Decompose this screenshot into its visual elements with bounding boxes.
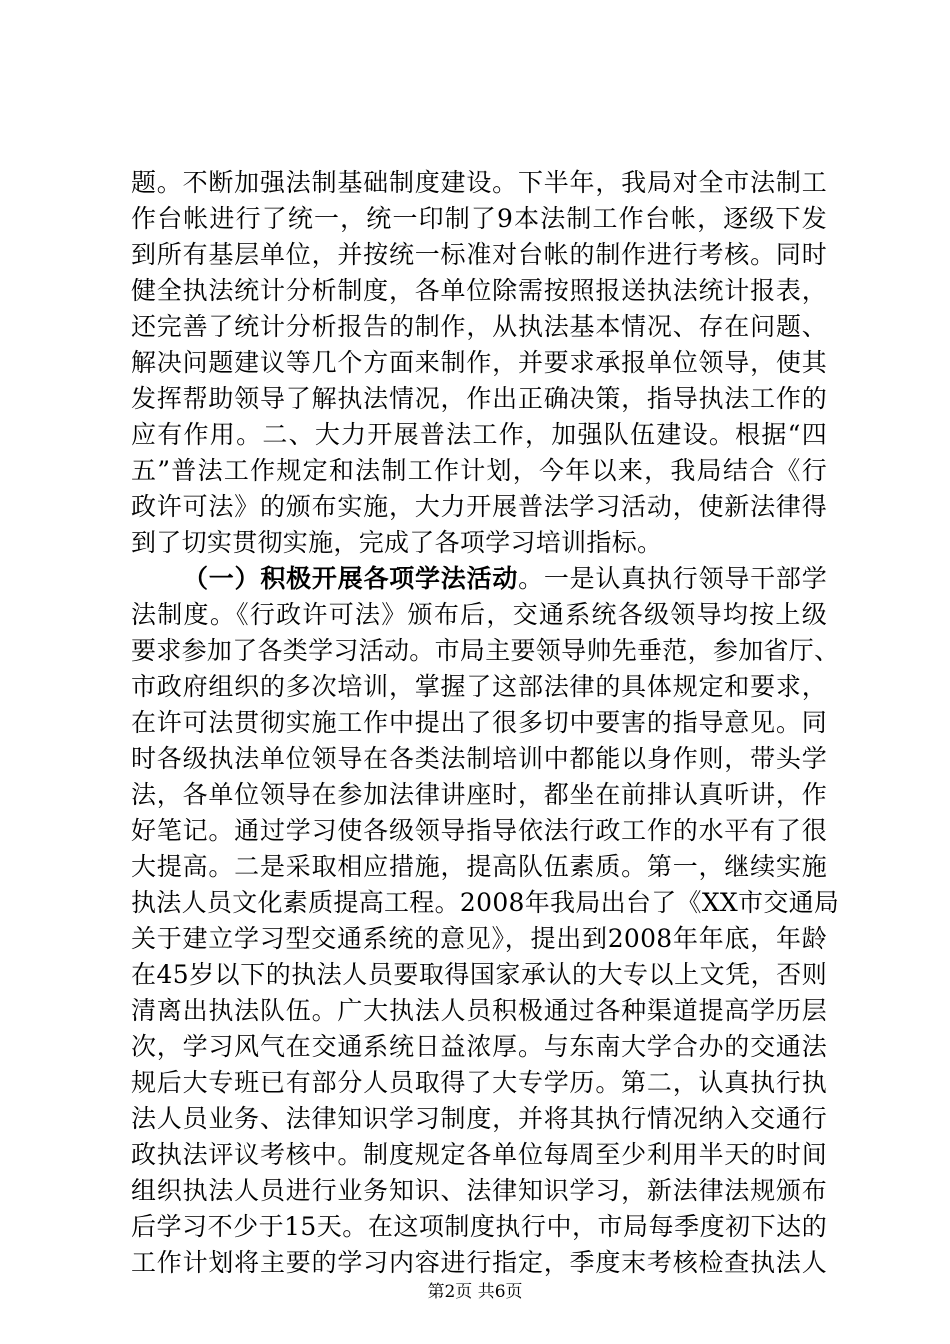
text-line: 政执法评议考核中。制度规定各单位每周至少利用半天的时间 bbox=[131, 1140, 827, 1169]
text-line: 清离出执法队伍。广大执法人员积极通过各种渠道提高学历层 bbox=[131, 996, 827, 1025]
text-line: 要求参加了各类学习活动。市局主要领导帅先垂范，参加省厅、 bbox=[131, 636, 840, 665]
text-line: 还完善了统计分析报告的制作，从执法基本情况、存在问题、 bbox=[131, 312, 827, 341]
text-line: 健全执法统计分析制度，各单位除需按照报送执法统计报表， bbox=[131, 276, 827, 305]
text-line: 五”普法工作规定和法制工作计划，今年以来，我局结合《行 bbox=[131, 456, 827, 485]
text-line: 到了切实贯彻实施，完成了各项学习培训指标。 bbox=[131, 528, 663, 557]
text-line: 在许可法贯彻实施工作中提出了很多切中要害的指导意见。同 bbox=[131, 708, 827, 737]
text-line: 到所有基层单位，并按统一标准对台帐的制作进行考核。同时 bbox=[131, 240, 827, 269]
text-line: 执法人员文化素质提高工程。2008年我局出台了《XX市交通局 bbox=[131, 888, 840, 917]
text-line: 大提高。二是采取相应措施，提高队伍素质。第一，继续实施 bbox=[131, 852, 827, 881]
page-footer: 第2页 共6页 bbox=[427, 1282, 523, 1302]
text-line: 后学习不少于15天。在这项制度执行中，市局每季度初下达的 bbox=[131, 1212, 827, 1241]
text-line: 组织执法人员进行业务知识、法律知识学习，新法律法规颁布 bbox=[131, 1176, 827, 1205]
text-line: 法，各单位领导在参加法律讲座时，都坐在前排认真听讲，作 bbox=[131, 780, 827, 809]
text-line: 解决问题建议等几个方面来制作，并要求承报单位领导，使其 bbox=[131, 348, 827, 377]
text-line: 法制度。《行政许可法》颁布后，交通系统各级领导均按上级 bbox=[131, 600, 827, 629]
text-line: 发挥帮助领导了解执法情况，作出正确决策，指导执法工作的 bbox=[131, 384, 827, 413]
text-line: 题。不断加强法制基础制度建设。下半年，我局对全市法制工 bbox=[131, 168, 827, 197]
text-line: 关于建立学习型交通系统的意见》，提出到2008年年底，年龄 bbox=[131, 924, 827, 953]
text-line: 作台帐进行了统一，统一印制了9本法制工作台帐，逐级下发 bbox=[131, 204, 827, 233]
text-line: 时各级执法单位领导在各类法制培训中都能以身作则，带头学 bbox=[131, 744, 827, 773]
section-first-line-text: 。一是认真执行领导干部学 bbox=[518, 564, 827, 593]
text-line: 法人员业务、法律知识学习制度，并将其执行情况纳入交通行 bbox=[131, 1104, 827, 1133]
text-line: 次，学习风气在交通系统日益浓厚。与东南大学合办的交通法 bbox=[131, 1032, 827, 1061]
text-line: 政许可法》的颁布实施，大力开展普法学习活动，使新法律得 bbox=[131, 492, 827, 521]
text-line: 应有作用。二、大力开展普法工作，加强队伍建设。根据“四 bbox=[131, 420, 827, 449]
text-line: 在45岁以下的执法人员要取得国家承认的大专以上文凭，否则 bbox=[131, 960, 827, 989]
text-line: 规后大专班已有部分人员取得了大专学历。第二，认真执行执 bbox=[131, 1068, 827, 1097]
section-first-line bbox=[183, 561, 827, 597]
text-line: 市政府组织的多次培训，掌握了这部法律的具体规定和要求， bbox=[131, 672, 827, 701]
text-line: 好笔记。通过学习使各级领导指导依法行政工作的水平有了很 bbox=[131, 816, 827, 845]
section-heading: （一）积极开展各项学法活动 bbox=[183, 564, 519, 593]
text-line: 工作计划将主要的学习内容进行指定，季度末考核检查执法人 bbox=[131, 1248, 827, 1277]
